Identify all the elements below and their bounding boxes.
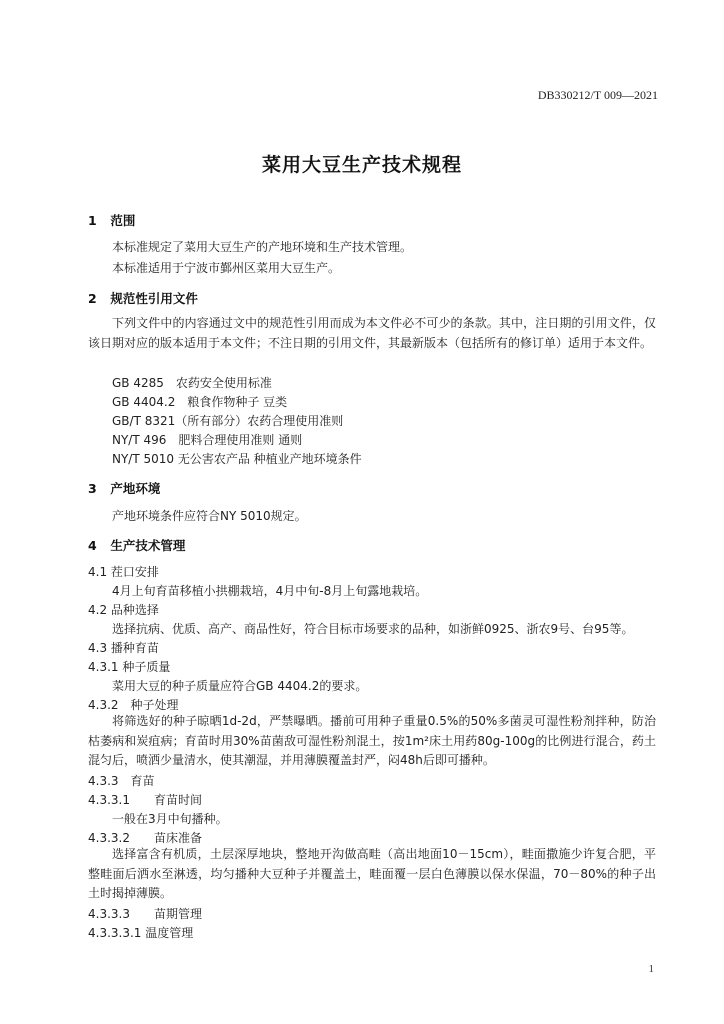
page-number: 1 [648, 963, 654, 975]
clause-heading-4-3-3: 4.3.3 育苗 [88, 774, 155, 788]
section-heading-4 [88, 536, 185, 554]
clause-heading-4-2: 4.2 品种选择 [88, 603, 159, 617]
clause-heading-4-3-3-3-1: 4.3.3.3.1 温度管理 [88, 926, 194, 940]
clause-text-4-3-3-2: 选择富含有机质，土层深厚地块，整地开沟做高畦（高出地面10－15cm），畦面撒施少许复合肥，平整畦面后洒水至淋透，均匀播种大豆种子并覆盖土，畦面覆一层白色薄膜以保水保温，70－80%的种子出土时揭掉薄膜。 [88, 847, 656, 900]
document-code: DB330212/T 009—2021 [537, 88, 658, 102]
clause-heading-4-3-3-2: 4.3.3.2 苗床准备 [88, 831, 202, 845]
section-number: 2 [88, 291, 97, 306]
section-title: 生产技术管理 [110, 538, 186, 553]
reference-item: GB 4285 农药安全使用标准 [112, 376, 272, 390]
page-title: 菜用大豆生产技术规程 [261, 154, 462, 176]
clause-heading-4-3-3-3: 4.3.3.3 苗期管理 [88, 907, 202, 921]
environment-line: 产地环境条件应符合NY 5010规定。 [112, 509, 307, 523]
clause-text-4-2: 选择抗病、优质、高产、商品性好，符合目标市场要求的品种，如浙鲜0925、浙农9号、台95等。 [112, 622, 634, 636]
scope-line-1: 本标准规定了菜用大豆生产的产地环境和生产技术管理。 [112, 240, 413, 254]
clause-heading-4-3-1: 4.3.1 种子质量 [88, 660, 171, 674]
section-heading-1 [88, 211, 135, 229]
section-number: 1 [88, 213, 97, 228]
section-title: 产地环境 [110, 481, 161, 496]
reference-item: NY/T 496 肥料合理使用准则 通则 [112, 433, 303, 447]
reference-item: NY/T 5010 无公害农产品 种植业产地环境条件 [112, 452, 362, 466]
clause-text-4-3-3-1: 一般在3月中旬播种。 [112, 812, 228, 826]
clause-text-4-3-2: 将筛选好的种子晾晒1d-2d，严禁曝晒。播前可用种子重量0.5%的50%多菌灵可湿性粉剂拌种，防治枯萎病和炭疽病；育苗时用30%苗菌敌可湿性粉剂混土，按1m²床土用药80g-100g的比例进行混合，药土混匀后，喷洒少量清水，使其潮湿，并用薄膜覆盖封严，闷48h后即可播种。 [88, 714, 656, 767]
section-number: 4 [88, 538, 97, 553]
clause-text-4-1: 4月上旬育苗移植小拱棚栽培，4月中旬-8月上旬露地栽培。 [112, 584, 428, 598]
section-heading-2 [88, 289, 198, 307]
section-number: 3 [88, 481, 97, 496]
clause-heading-4-3: 4.3 播种育苗 [88, 641, 159, 655]
section-heading-3 [88, 479, 160, 497]
clause-heading-4-3-2: 4.3.2 种子处理 [88, 698, 179, 712]
reference-item: GB/T 8321（所有部分）农药合理使用准则 [112, 414, 344, 428]
references-paragraph: 下列文件中的内容通过文中的规范性引用而成为本文件必不可少的条款。其中，注日期的引用文件，仅该日期对应的版本适用于本文件；不注日期的引用文件，其最新版本（包括所有的修订单）适用于本文件。 [88, 316, 656, 350]
section-title: 范围 [110, 213, 136, 228]
clause-heading-4-3-3-1: 4.3.3.1 育苗时间 [88, 793, 202, 807]
clause-heading-4-1: 4.1 茬口安排 [88, 565, 159, 579]
clause-text-4-3-1: 菜用大豆的种子质量应符合GB 4404.2的要求。 [112, 679, 368, 693]
scope-line-2: 本标准适用于宁波市鄞州区菜用大豆生产。 [112, 261, 341, 275]
section-title: 规范性引用文件 [110, 291, 198, 306]
reference-item: GB 4404.2 粮食作物种子 豆类 [112, 395, 288, 409]
